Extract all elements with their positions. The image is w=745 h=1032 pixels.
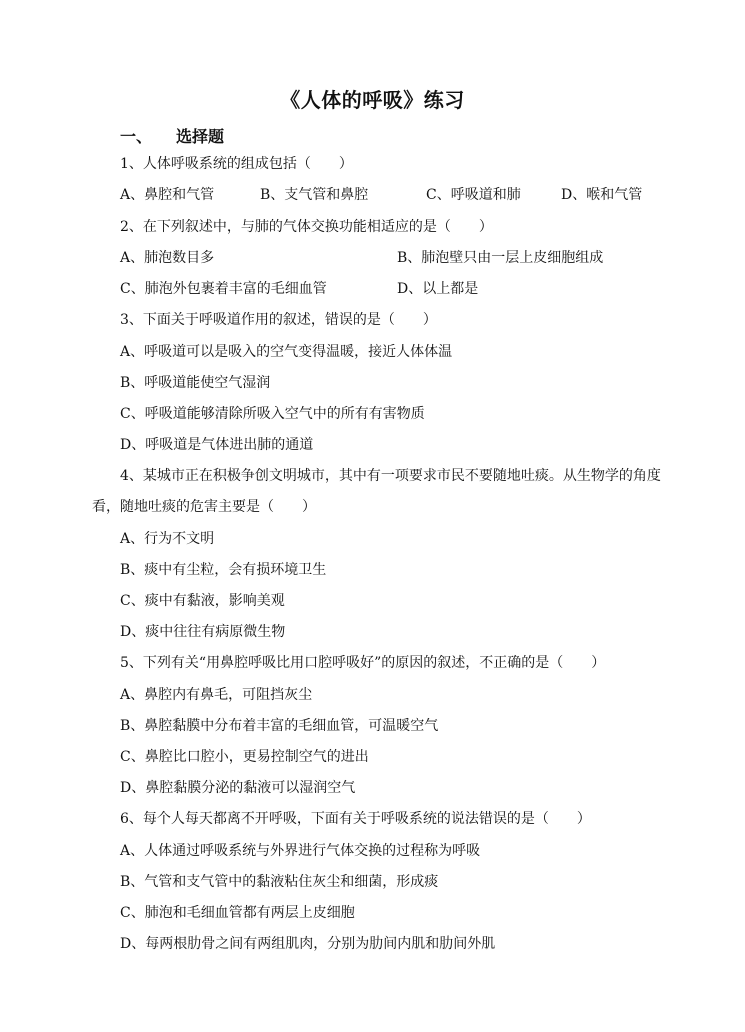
question-3-option-a: A、呼吸道可以是吸入的空气变得温暖，接近人体体温: [120, 344, 453, 360]
question-2-option-b: B、肺泡壁只由一层上皮细胞组成: [397, 250, 604, 266]
question-2-option-d: D、以上都是: [397, 281, 479, 297]
question-1-option-a: A、鼻腔和气管: [120, 187, 215, 203]
question-3-option-b: B、呼吸道能使空气湿润: [120, 375, 271, 391]
question-4-option-a: A、行为不文明: [120, 531, 215, 547]
document-title: 《人体的呼吸》练习: [280, 88, 465, 112]
question-6-option-d: D、每两根肋骨之间有两组肌肉，分别为肋间内肌和肋间外肌: [120, 936, 496, 952]
question-1-stem: 1、人体呼吸系统的组成包括（ ）: [120, 156, 353, 172]
question-2-option-a: A、肺泡数目多: [120, 250, 215, 266]
question-2-option-c: C、肺泡外包裹着丰富的毛细血管: [120, 281, 327, 297]
question-3-option-c: C、呼吸道能够清除所吸入空气中的所有有害物质: [120, 406, 425, 422]
section-heading: [120, 124, 224, 147]
question-5-option-d: D、鼻腔黏膜分泌的黏液可以湿润空气: [120, 780, 356, 796]
question-3-stem: 3、下面关于呼吸道作用的叙述，错误的是（ ）: [120, 312, 437, 328]
question-4-option-c: C、痰中有黏液，影响美观: [120, 593, 285, 609]
question-6-option-a: A、人体通过呼吸系统与外界进行气体交换的过程称为呼吸: [120, 843, 481, 859]
question-4-option-d: D、痰中往往有病原微生物: [120, 624, 286, 640]
question-4-stem-continued: 看，随地吐痰的危害主要是（ ）: [92, 499, 316, 515]
question-1-option-b: B、支气管和鼻腔: [260, 187, 369, 203]
question-6-stem: 6、每个人每天都离不开呼吸，下面有关于呼吸系统的说法错误的是（ ）: [120, 811, 591, 827]
section-label: 选择题: [176, 127, 225, 146]
question-3-option-d: D、呼吸道是气体进出肺的通道: [120, 437, 314, 453]
question-4-option-b: B、痰中有尘粒，会有损环境卫生: [120, 562, 327, 578]
question-1-option-c: C、呼吸道和肺: [426, 187, 521, 203]
question-1-option-d: D、喉和气管: [561, 187, 643, 203]
section-number: 一、: [120, 127, 153, 146]
question-5-option-b: B、鼻腔黏膜中分布着丰富的毛细血管，可温暖空气: [120, 718, 439, 734]
question-6-option-c: C、肺泡和毛细血管都有两层上皮细胞: [120, 905, 355, 921]
question-5-option-a: A、鼻腔内有鼻毛，可阻挡灰尘: [120, 687, 313, 703]
question-5-stem: 5、下列有关“用鼻腔呼吸比用口腔呼吸好”的原因的叙述，不正确的是（ ）: [120, 655, 606, 671]
question-4-stem: 4、某城市正在积极争创文明城市，其中有一项要求市民不要随地吐痰。从生物学的角度: [120, 468, 661, 484]
question-5-option-c: C、鼻腔比口腔小，更易控制空气的进出: [120, 749, 369, 765]
question-2-stem: 2、在下列叙述中，与肺的气体交换功能相适应的是（ ）: [120, 219, 493, 235]
question-6-option-b: B、气管和支气管中的黏液粘住灰尘和细菌，形成痰: [120, 874, 439, 890]
